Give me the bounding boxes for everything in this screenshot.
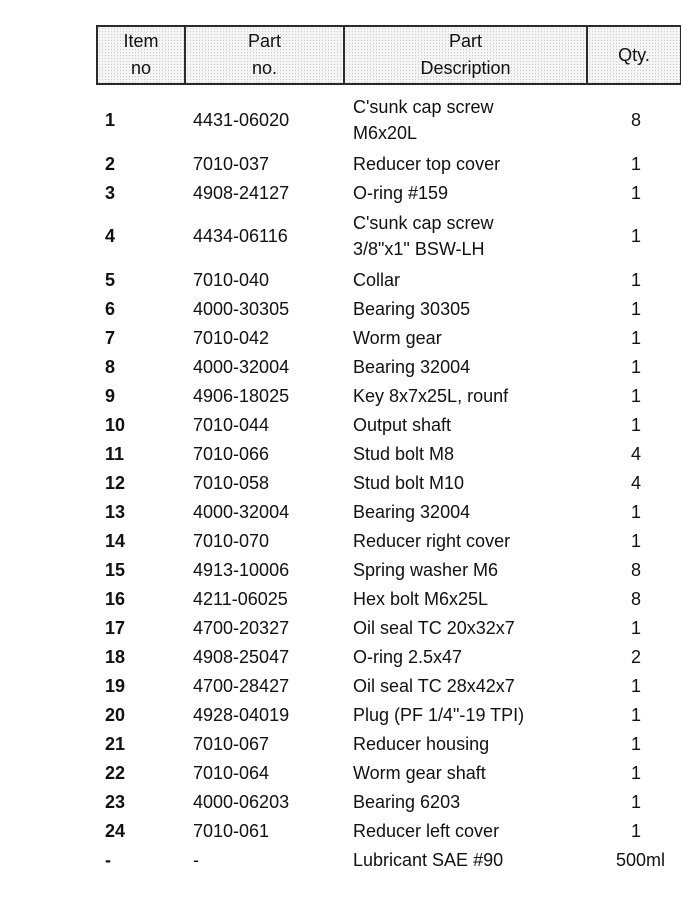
part-number-cell: 7010-067 bbox=[193, 733, 270, 754]
quantity-cell: 500ml bbox=[615, 849, 665, 870]
table-row bbox=[97, 84, 681, 149]
quantity-cell: 1 bbox=[630, 820, 641, 841]
table-body bbox=[97, 84, 681, 874]
part-number-cell: 7010-044 bbox=[193, 414, 270, 435]
item-number-cell: 3 bbox=[105, 182, 116, 203]
part-number-cell: 4928-04019 bbox=[193, 704, 290, 725]
item-number-cell: 8 bbox=[105, 356, 116, 377]
part-number-cell: 4700-20327 bbox=[193, 617, 290, 638]
table-row bbox=[97, 468, 681, 497]
part-description-cell bbox=[344, 323, 587, 352]
table-row bbox=[97, 758, 681, 787]
part-description-cell bbox=[344, 584, 587, 613]
quantity-cell: 1 bbox=[630, 675, 641, 696]
description-line: Oil seal TC 20x32x7 bbox=[353, 617, 515, 638]
table-row bbox=[97, 149, 681, 178]
item-number-cell: 12 bbox=[105, 472, 126, 493]
table-row bbox=[97, 410, 681, 439]
description-line: Bearing 32004 bbox=[353, 501, 471, 522]
table-row bbox=[97, 729, 681, 758]
part-description-cell bbox=[344, 497, 587, 526]
part-description-cell bbox=[344, 294, 587, 323]
part-number-cell: 4913-10006 bbox=[193, 559, 290, 580]
description-line: C'sunk cap screw bbox=[353, 97, 494, 117]
item-number-cell: 21 bbox=[105, 733, 126, 754]
header-item-line1: Item bbox=[123, 31, 159, 51]
part-description-cell bbox=[344, 178, 587, 207]
part-description-cell bbox=[344, 84, 587, 149]
part-number-cell: 4000-30305 bbox=[193, 298, 290, 319]
part-description-cell bbox=[344, 265, 587, 294]
item-number-cell: 16 bbox=[105, 588, 126, 609]
part-number-cell: 7010-040 bbox=[193, 269, 270, 290]
part-number-cell: 7010-042 bbox=[193, 327, 270, 348]
part-number-cell: 4700-28427 bbox=[193, 675, 290, 696]
item-number-cell: 24 bbox=[105, 820, 126, 841]
table-row bbox=[97, 787, 681, 816]
part-number-cell: 7010-066 bbox=[193, 443, 270, 464]
quantity-cell: 1 bbox=[630, 269, 641, 290]
description-line: Bearing 30305 bbox=[353, 298, 471, 319]
quantity-cell: 1 bbox=[630, 791, 641, 812]
part-description-cell bbox=[344, 787, 587, 816]
item-number-cell: 2 bbox=[105, 153, 116, 174]
description-line: C'sunk cap screw bbox=[353, 213, 494, 233]
item-number-cell: - bbox=[105, 849, 111, 870]
item-number-cell: 10 bbox=[105, 414, 126, 435]
item-number-cell: 20 bbox=[105, 704, 126, 725]
quantity-cell: 1 bbox=[630, 414, 641, 435]
item-number-cell: 22 bbox=[105, 762, 126, 783]
part-number-cell: 4906-18025 bbox=[193, 385, 290, 406]
part-number-cell: 7010-061 bbox=[193, 820, 270, 841]
table-row bbox=[97, 642, 681, 671]
item-number-cell: 1 bbox=[105, 110, 116, 130]
description-line: Worm gear bbox=[353, 327, 442, 348]
table-row bbox=[97, 178, 681, 207]
quantity-cell: 1 bbox=[630, 298, 641, 319]
description-line: Hex bolt M6x25L bbox=[353, 588, 489, 609]
part-number-cell: 7010-064 bbox=[193, 762, 270, 783]
quantity-cell: 1 bbox=[630, 327, 641, 348]
part-description-cell bbox=[344, 352, 587, 381]
part-description-cell bbox=[344, 207, 587, 265]
description-line: 3/8"x1" BSW-LH bbox=[353, 239, 485, 259]
table-row bbox=[97, 816, 681, 845]
item-number-cell: 4 bbox=[105, 226, 116, 246]
item-number-cell: 13 bbox=[105, 501, 126, 522]
header-qty bbox=[587, 26, 681, 84]
part-number-cell: 7010-058 bbox=[193, 472, 270, 493]
description-line: O-ring 2.5x47 bbox=[353, 646, 463, 667]
part-number-cell: 7010-070 bbox=[193, 530, 270, 551]
parts-list-sheet bbox=[96, 25, 680, 874]
part-description-cell bbox=[344, 700, 587, 729]
part-number-cell: 4908-25047 bbox=[193, 646, 290, 667]
quantity-cell: 1 bbox=[630, 762, 641, 783]
item-number-cell: 5 bbox=[105, 269, 116, 290]
table-row bbox=[97, 207, 681, 265]
description-line: Reducer left cover bbox=[353, 820, 500, 841]
table-row bbox=[97, 700, 681, 729]
table-row bbox=[97, 613, 681, 642]
header-desc-line2: Description bbox=[420, 58, 511, 78]
part-description-cell bbox=[344, 845, 587, 874]
part-description-cell bbox=[344, 816, 587, 845]
description-line: Bearing 6203 bbox=[353, 791, 461, 812]
table-row bbox=[97, 584, 681, 613]
description-line: Reducer right cover bbox=[353, 530, 511, 551]
table-row bbox=[97, 497, 681, 526]
quantity-cell: 8 bbox=[630, 559, 641, 580]
part-description-cell bbox=[344, 555, 587, 584]
quantity-cell: 1 bbox=[630, 385, 641, 406]
table-row bbox=[97, 439, 681, 468]
header-item-line2: no bbox=[130, 58, 152, 78]
header-item-no bbox=[97, 26, 185, 84]
part-description-cell bbox=[344, 468, 587, 497]
description-line: Key 8x7x25L, rounf bbox=[353, 385, 509, 406]
table-row bbox=[97, 526, 681, 555]
part-number-cell: - bbox=[193, 849, 199, 870]
part-description-cell bbox=[344, 526, 587, 555]
description-line: Oil seal TC 28x42x7 bbox=[353, 675, 515, 696]
item-number-cell: 15 bbox=[105, 559, 126, 580]
table-header bbox=[97, 26, 681, 84]
description-line: Stud bolt M10 bbox=[353, 472, 465, 493]
description-line: Lubricant SAE #90 bbox=[353, 849, 504, 870]
item-number-cell: 9 bbox=[105, 385, 116, 406]
item-number-cell: 7 bbox=[105, 327, 116, 348]
item-number-cell: 19 bbox=[105, 675, 126, 696]
table-row bbox=[97, 323, 681, 352]
item-number-cell: 14 bbox=[105, 530, 126, 551]
description-line: Collar bbox=[353, 269, 401, 290]
table-row bbox=[97, 294, 681, 323]
quantity-cell: 1 bbox=[630, 153, 641, 174]
part-number-cell: 4000-32004 bbox=[193, 356, 290, 377]
description-line: Reducer top cover bbox=[353, 153, 501, 174]
item-number-cell: 11 bbox=[105, 443, 125, 464]
part-description-cell bbox=[344, 671, 587, 700]
quantity-cell: 1 bbox=[630, 530, 641, 551]
description-line: M6x20L bbox=[353, 123, 418, 143]
item-number-cell: 23 bbox=[105, 791, 126, 812]
item-number-cell: 6 bbox=[105, 298, 116, 319]
part-number-cell: 4000-32004 bbox=[193, 501, 290, 522]
table-row bbox=[97, 352, 681, 381]
quantity-cell: 8 bbox=[630, 588, 641, 609]
part-number-cell: 4431-06020 bbox=[193, 110, 290, 130]
table-row bbox=[97, 671, 681, 700]
part-description-cell bbox=[344, 410, 587, 439]
quantity-cell: 1 bbox=[630, 704, 641, 725]
description-line: O-ring #159 bbox=[353, 182, 449, 203]
part-description-cell bbox=[344, 758, 587, 787]
table-row bbox=[97, 381, 681, 410]
quantity-cell: 8 bbox=[630, 110, 641, 130]
description-line: Plug (PF 1/4"-19 TPI) bbox=[353, 704, 525, 725]
item-number-cell: 17 bbox=[105, 617, 126, 638]
quantity-cell: 1 bbox=[630, 617, 641, 638]
table-row bbox=[97, 555, 681, 584]
quantity-cell: 4 bbox=[630, 443, 641, 464]
part-description-cell bbox=[344, 381, 587, 410]
table-row bbox=[97, 265, 681, 294]
quantity-cell: 1 bbox=[630, 733, 641, 754]
parts-table bbox=[96, 25, 681, 874]
quantity-cell: 2 bbox=[630, 646, 641, 667]
quantity-cell: 1 bbox=[630, 356, 641, 377]
part-number-cell: 4211-06025 bbox=[193, 588, 288, 609]
part-description-cell bbox=[344, 439, 587, 468]
part-number-cell: 7010-037 bbox=[193, 153, 270, 174]
header-part-line2: no. bbox=[251, 58, 278, 78]
header-qty-label: Qty. bbox=[618, 44, 650, 65]
header-part-line1: Part bbox=[247, 31, 281, 51]
quantity-cell: 4 bbox=[630, 472, 641, 493]
description-line: Output shaft bbox=[353, 414, 452, 435]
part-description-cell bbox=[344, 149, 587, 178]
description-line: Reducer housing bbox=[353, 733, 490, 754]
part-number-cell: 4908-24127 bbox=[193, 182, 290, 203]
description-line: Bearing 32004 bbox=[353, 356, 471, 377]
item-number-cell: 18 bbox=[105, 646, 126, 667]
description-line: Worm gear shaft bbox=[353, 762, 486, 783]
quantity-cell: 1 bbox=[630, 226, 641, 246]
quantity-cell: 1 bbox=[630, 501, 641, 522]
header-row bbox=[97, 26, 681, 84]
part-number-cell: 4434-06116 bbox=[193, 226, 288, 246]
description-line: Spring washer M6 bbox=[353, 559, 499, 580]
description-line: Stud bolt M8 bbox=[353, 443, 455, 464]
part-description-cell bbox=[344, 613, 587, 642]
header-part-description bbox=[344, 26, 587, 84]
part-description-cell bbox=[344, 642, 587, 671]
quantity-cell: 1 bbox=[630, 182, 641, 203]
part-description-cell bbox=[344, 729, 587, 758]
header-part-no bbox=[185, 26, 344, 84]
part-number-cell: 4000-06203 bbox=[193, 791, 290, 812]
table-row bbox=[97, 845, 681, 874]
header-desc-line1: Part bbox=[448, 31, 482, 51]
